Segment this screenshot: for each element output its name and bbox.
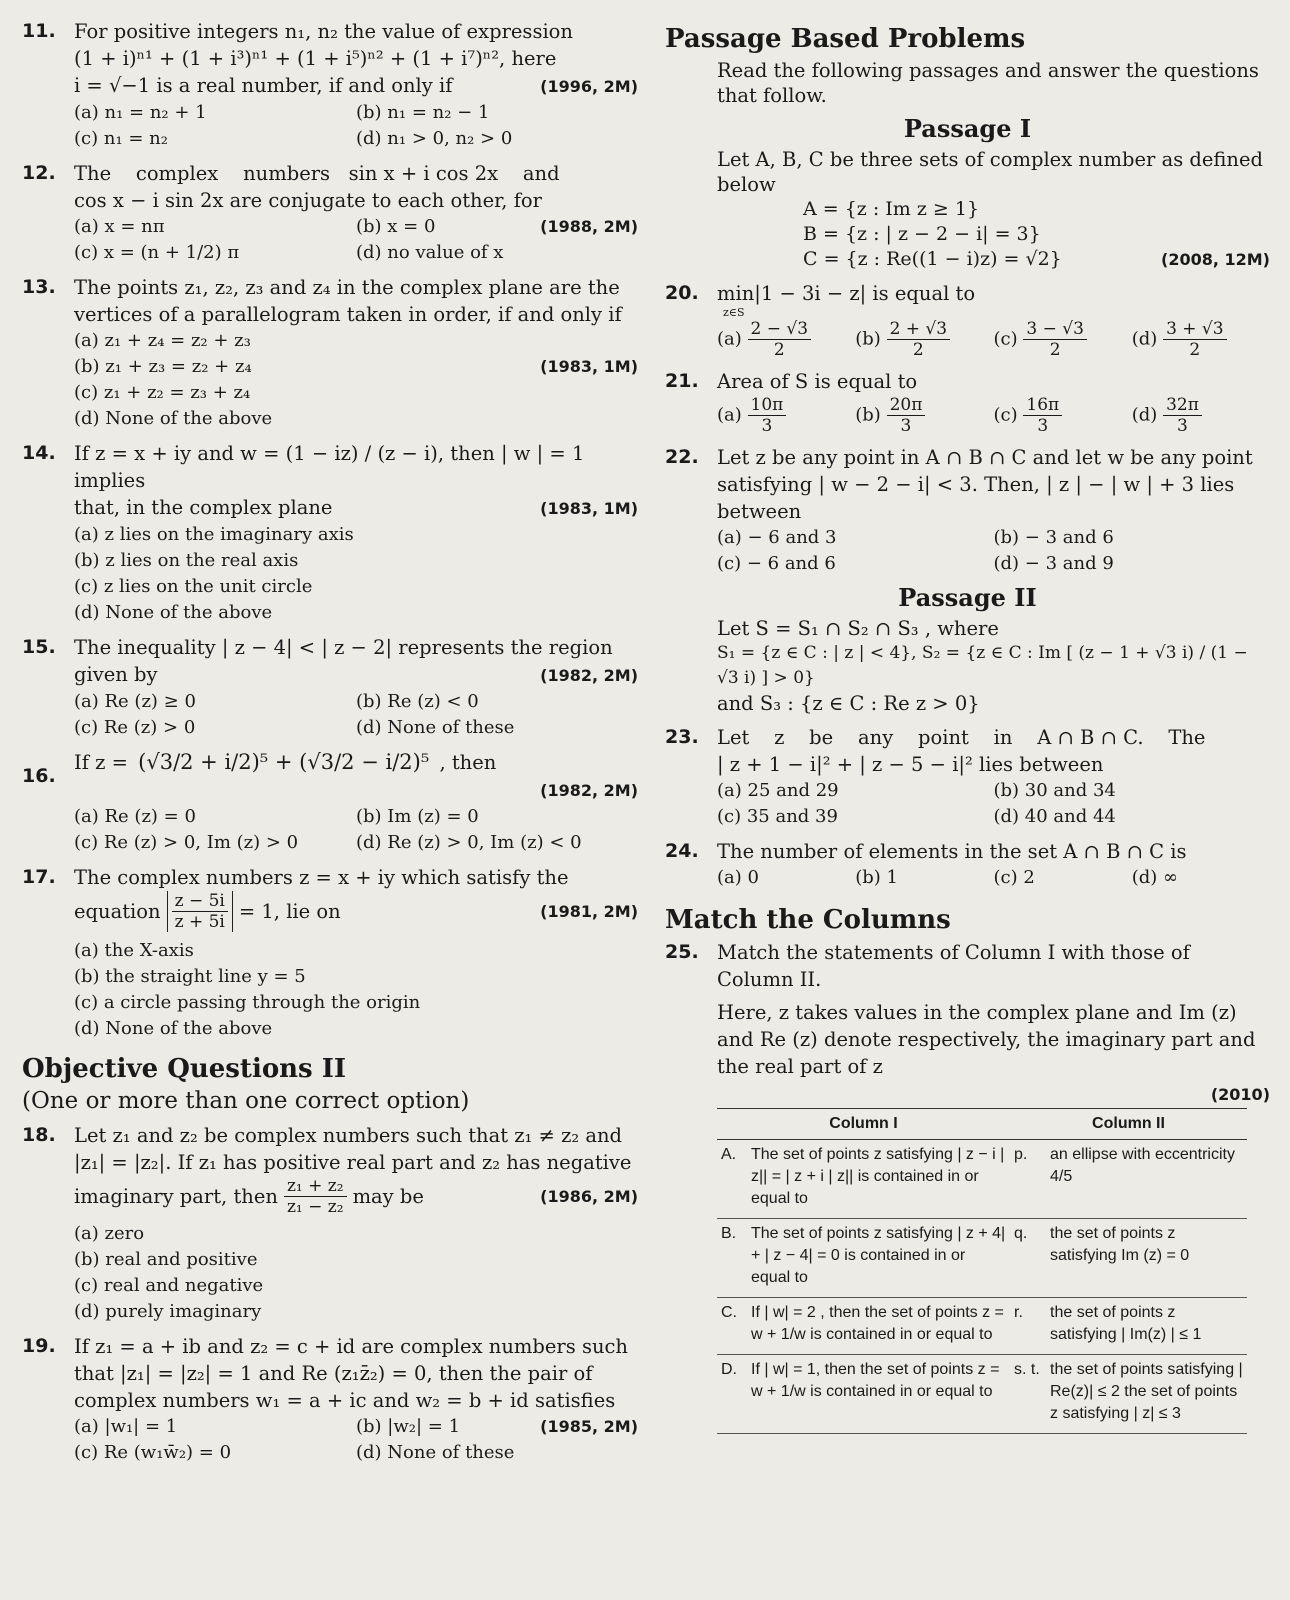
option-c[interactable]: (c) a circle passing through the origin	[74, 992, 421, 1013]
question-number: 13.	[22, 276, 56, 298]
table-row	[717, 1298, 1247, 1355]
question-text: complex numbers w₁ = a + ic and w₂ = b + id satisfies	[74, 1389, 616, 1412]
question-text: i = √−1 is a real number, if and only if	[74, 74, 453, 97]
question-number: 20.	[665, 282, 699, 304]
option-a[interactable]: (a) n₁ = n₂ + 1	[74, 102, 207, 123]
year-tag: (1996, 2M)	[540, 77, 638, 96]
option-a[interactable]: (a) z₁ + z₄ = z₂ + z₃	[74, 330, 251, 351]
left-column	[22, 18, 638, 1466]
statement[interactable]: The set of points z satisfying | z + 4| + | z − 4| = 0 is contained in or equal to	[747, 1219, 1010, 1298]
question-number: 14.	[22, 442, 56, 464]
question-text: Match the statements of Column I with those of Column II.	[717, 941, 1190, 991]
question-text: may be	[352, 1185, 424, 1208]
option-label: (a)	[717, 328, 742, 350]
question-text: satisfying | w − 2 − i| < 3. Then, | z | − | w | + 3 lies between	[717, 473, 1235, 523]
option-label: (c)	[993, 328, 1018, 350]
right-column	[665, 18, 1270, 1434]
option-a[interactable]: (a) Re (z) ≥ 0	[74, 691, 196, 712]
question-22	[665, 444, 1270, 577]
question-text: The inequality | z − 4| < | z − 2| represents the region	[74, 636, 613, 659]
option-c[interactable]: (c) Re (z) > 0, Im (z) > 0	[74, 832, 299, 853]
option-a[interactable]: (a) − 6 and 3	[717, 527, 837, 548]
year-tag: (1982, 2M)	[540, 666, 638, 685]
question-text: , then	[439, 751, 497, 774]
option-c[interactable]	[994, 319, 1132, 360]
option-a[interactable]: (a) |w₁| = 1	[74, 1416, 178, 1437]
fraction	[1023, 319, 1087, 360]
year-tag: (1988, 2M)	[540, 217, 638, 236]
match-key: q.	[1010, 1219, 1046, 1298]
option-b[interactable]: (b) n₁ = n₂ − 1	[356, 102, 490, 123]
option-label: (b)	[855, 404, 881, 426]
match-key: s. t.	[1010, 1355, 1046, 1434]
question-16	[22, 749, 638, 856]
question-number: 19.	[22, 1335, 56, 1357]
intro-text: Read the following passages and answer the questions that follow.	[717, 59, 1259, 107]
question-text: If z₁ = a + ib and z₂ = c + id are complex numbers such	[74, 1335, 628, 1358]
option-b[interactable]	[855, 395, 993, 436]
fraction-numerator: 2 − √3	[748, 319, 812, 340]
option-b[interactable]: (b) real and positive	[74, 1249, 258, 1270]
objective-ii-header	[22, 1054, 638, 1114]
fraction-numerator: 32π	[1163, 395, 1202, 416]
option-c[interactable]	[994, 395, 1132, 436]
fraction-denominator: 2	[773, 340, 785, 360]
option-d[interactable]: (d) None of the above	[74, 408, 273, 429]
question-text: The complex numbers z = x + iy which satisfy the	[74, 866, 569, 889]
question-number: 25.	[665, 941, 699, 963]
section-title: Passage Based Problems	[665, 24, 1026, 54]
option-a[interactable]: (a) the X-axis	[74, 940, 194, 961]
set-c: C = {z : Re((1 − i)z) = √2}	[803, 248, 1062, 270]
question-text: imaginary part, then	[74, 1185, 278, 1208]
match-table	[717, 1108, 1247, 1434]
year-tag: (1983, 1M)	[540, 499, 638, 518]
question-12	[22, 160, 638, 266]
option-b[interactable]: (b) z lies on the real axis	[74, 550, 299, 571]
fraction	[167, 891, 233, 932]
question-number: 17.	[22, 866, 56, 888]
match-text[interactable]: the set of points z satisfying Im (z) = 0	[1046, 1219, 1247, 1298]
option-a[interactable]	[717, 319, 855, 360]
option-d[interactable]: (d) − 3 and 9	[993, 553, 1114, 574]
option-d[interactable]	[1132, 395, 1270, 436]
question-text: For positive integers n₁, n₂ the value of expression	[74, 20, 573, 43]
set-b: B = {z : | z − 2 − i| = 3}	[803, 223, 1041, 245]
option-c[interactable]: (c) x = (n + 1/2) π	[74, 242, 240, 263]
option-label: (a)	[717, 404, 742, 426]
statement[interactable]: The set of points z satisfying | z − i | z|| = | z + i | z|| is contained in or equal to	[747, 1140, 1010, 1219]
section-title: Objective Questions II	[22, 1054, 347, 1084]
option-d[interactable]: (d) n₁ > 0, n₂ > 0	[356, 128, 513, 149]
question-text: (1 + i)ⁿ¹ + (1 + i³)ⁿ¹ + (1 + i⁵)ⁿ² + (1 + i⁷)ⁿ², here	[74, 47, 557, 70]
set-a: A = {z : Im z ≥ 1}	[803, 198, 980, 220]
question-23	[665, 724, 1270, 830]
question-14	[22, 440, 638, 626]
statement[interactable]: If | w| = 1, then the set of points z = w + 1/w is contained in or equal to	[747, 1355, 1010, 1434]
question-text: Area of S is equal to	[717, 370, 918, 393]
fraction-numerator: 2 + √3	[887, 319, 951, 340]
question-text: Here, z takes values in the complex plane and Im (z) and Re (z) denote respectively, the imaginary part and the real part of z	[717, 1001, 1256, 1078]
option-label: (d)	[1131, 404, 1158, 426]
question-number: 12.	[22, 162, 56, 184]
fraction-denominator: 3	[900, 416, 912, 436]
row-key: B.	[717, 1219, 747, 1298]
table-row	[717, 1355, 1247, 1434]
option-d[interactable]: (d) purely imaginary	[74, 1301, 262, 1322]
option-b[interactable]: (b) the straight line y = 5	[74, 966, 306, 987]
question-text: = 1, lie on	[238, 900, 341, 923]
question-25	[665, 939, 1270, 1434]
match-key: p.	[1010, 1140, 1046, 1219]
passage-text: Let A, B, C be three sets of complex number as defined	[717, 148, 1264, 171]
options	[717, 778, 1270, 830]
question-text: | z + 1 − i|² + | z − 5 − i|² lies between	[717, 753, 1104, 776]
passage-text: below	[717, 173, 776, 196]
question-text: given by	[74, 663, 158, 686]
row-key: A.	[717, 1140, 747, 1219]
question-text: min|1 − 3i − z| is equal to	[717, 282, 976, 305]
option-d[interactable]: (d) 40 and 44	[993, 806, 1116, 827]
question-text: Let z be any point in A ∩ B ∩ C. The	[717, 726, 1206, 749]
option-b[interactable]	[855, 319, 993, 360]
fraction-denominator: 2	[1189, 340, 1201, 360]
option-b[interactable]: (b) − 3 and 6	[993, 527, 1114, 548]
year-tag: (1982, 2M)	[540, 781, 638, 800]
option-d[interactable]: (d) Re (z) > 0, Im (z) < 0	[356, 832, 582, 853]
option-b[interactable]: (b) |w₂| = 1	[356, 1416, 461, 1437]
options	[74, 1414, 638, 1466]
option-label: (b)	[855, 328, 881, 350]
question-number: 22.	[665, 446, 699, 468]
option-label: (d)	[1131, 328, 1158, 350]
fraction	[748, 395, 787, 436]
year-tag: (2008, 12M)	[1161, 250, 1270, 269]
option-a[interactable]	[717, 395, 855, 436]
question-text: vertices of a parallelogram taken in order, if and only if	[74, 303, 622, 326]
question-text: |z₁| = |z₂|. If z₁ has positive real part and z₂ has negative	[74, 1151, 632, 1174]
formula: (√3/2 + i/2)⁵ + (√3/2 − i/2)⁵	[138, 750, 430, 774]
question-number: 15.	[22, 636, 56, 658]
options	[74, 100, 638, 152]
fraction-numerator: 3 + √3	[1163, 319, 1227, 340]
question-text: If z =	[74, 751, 128, 774]
column-i-header: Column I	[717, 1109, 1010, 1140]
passage-text: Let S = S₁ ∩ S₂ ∩ S₃ , where	[717, 617, 999, 640]
year-tag: (2010)	[1210, 1085, 1270, 1104]
year-tag: (1981, 2M)	[540, 902, 638, 921]
options	[74, 214, 638, 266]
option-b[interactable]: (b) z₁ + z₃ = z₂ + z₄	[74, 356, 252, 377]
fraction	[887, 395, 926, 436]
row-key: D.	[717, 1355, 747, 1434]
option-c[interactable]: (c) Re (w₁w̄₂) = 0	[74, 1442, 232, 1463]
section-title: Match the Columns	[665, 905, 951, 935]
option-d[interactable]: (d) None of the above	[74, 1018, 273, 1039]
fraction-numerator: 20π	[887, 395, 926, 416]
question-text: Let z₁ and z₂ be complex numbers such that z₁ ≠ z₂ and	[74, 1124, 623, 1147]
question-20	[665, 280, 1270, 360]
question-text: The complex numbers sin x + i cos 2x and	[74, 162, 560, 185]
option-a[interactable]: (a) Re (z) = 0	[74, 806, 196, 827]
option-c[interactable]: (c) − 6 and 6	[717, 553, 836, 574]
options	[74, 804, 638, 856]
option-a[interactable]: (a) 25 and 29	[717, 780, 839, 801]
match-key: r.	[1010, 1298, 1046, 1355]
option-a[interactable]: (a) z lies on the imaginary axis	[74, 524, 354, 545]
options	[717, 525, 1270, 577]
options	[74, 689, 638, 741]
fraction-denominator: 3	[1177, 416, 1188, 436]
fraction-denominator: 2	[1049, 340, 1061, 360]
option-c[interactable]: (c) Re (z) > 0	[74, 717, 196, 738]
option-a[interactable]: (a) 0	[717, 867, 759, 888]
fraction-numerator: 3 − √3	[1023, 319, 1087, 340]
fraction	[887, 319, 951, 360]
fraction	[1163, 319, 1227, 360]
question-number: 21.	[665, 370, 699, 392]
fraction-numerator: z₁ + z₂	[284, 1176, 347, 1197]
fraction-denominator: 3	[761, 416, 773, 436]
table-row	[717, 1140, 1247, 1219]
option-d[interactable]: (d) None of the above	[74, 602, 273, 623]
option-b[interactable]: (b) x = 0	[356, 216, 436, 237]
question-17	[22, 864, 638, 1042]
fraction	[1023, 395, 1062, 436]
question-text: The points z₁, z₂, z₃ and z₄ in the complex plane are the	[74, 276, 620, 299]
option-c[interactable]: (c) z₁ + z₂ = z₃ + z₄	[74, 382, 251, 403]
option-b[interactable]: (b) Re (z) < 0	[356, 691, 479, 712]
question-number: 23.	[665, 726, 699, 748]
question-15	[22, 634, 638, 741]
table-row	[717, 1219, 1247, 1298]
options	[717, 865, 1270, 891]
year-tag: (1983, 1M)	[540, 357, 638, 376]
option-d[interactable]: (d) None of these	[356, 717, 515, 738]
statement[interactable]: If | w| = 2 , then the set of points z = w + 1/w is contained in or equal to	[747, 1298, 1010, 1355]
question-18	[22, 1122, 638, 1325]
question-number: 16.	[22, 765, 56, 787]
question-number: 11.	[22, 20, 56, 42]
fraction-numerator: z − 5i	[172, 891, 228, 912]
question-text: The number of elements in the set A ∩ B ∩ C is	[717, 840, 1187, 863]
question-text: cos x − i sin 2x are conjugate to each other, for	[74, 189, 542, 212]
options	[717, 395, 1270, 436]
options	[717, 319, 1270, 360]
option-a[interactable]: (a) x = nπ	[74, 216, 165, 237]
fraction-numerator: 10π	[748, 395, 787, 416]
question-13	[22, 274, 638, 432]
option-d[interactable]: (d) None of these	[356, 1442, 515, 1463]
match-text[interactable]: the set of points satisfying | Re(z)| ≤ 2 the set of points z satisfying | z| ≤ 3	[1046, 1355, 1247, 1434]
row-key: C.	[717, 1298, 747, 1355]
option-c[interactable]: (c) real and negative	[74, 1275, 264, 1296]
passage-title: Passage II	[898, 583, 1037, 612]
question-number: 18.	[22, 1124, 56, 1146]
year-tag: (1985, 2M)	[540, 1417, 638, 1436]
passage-title: Passage I	[903, 114, 1032, 143]
question-21	[665, 368, 1270, 436]
subscript: z∈S	[723, 306, 745, 319]
match-text[interactable]: an ellipse with eccentricity 4/5	[1046, 1140, 1247, 1219]
option-d[interactable]: (d) ∞	[1131, 867, 1179, 888]
passage-text: S₁ = {z ∈ C : | z | < 4}, S₂ = {z ∈ C : Im [ (z − 1 + √3 i) / (1 − √3 i) ] > 0}	[717, 643, 1248, 688]
question-24	[665, 838, 1270, 891]
section-subtitle: (One or more than one correct option)	[22, 1088, 470, 1114]
question-11	[22, 18, 638, 152]
question-text: equation	[74, 900, 161, 923]
option-d[interactable]	[1132, 319, 1270, 360]
fraction-denominator: 3	[1037, 416, 1049, 436]
year-tag: (1986, 2M)	[540, 1187, 638, 1206]
question-text: Let z be any point in A ∩ B ∩ C and let w be any point	[717, 446, 1253, 469]
fraction	[748, 319, 812, 360]
fraction-numerator: 16π	[1023, 395, 1062, 416]
column-ii-header: Column II	[1010, 1109, 1247, 1140]
option-label: (c)	[993, 404, 1018, 426]
option-c[interactable]: (c) 35 and 39	[717, 806, 838, 827]
fraction-denominator: z₁ − z₂	[286, 1197, 344, 1217]
question-text: that, in the complex plane	[74, 496, 333, 519]
option-c[interactable]: (c) n₁ = n₂	[74, 128, 168, 149]
option-b[interactable]: (b) Im (z) = 0	[356, 806, 479, 827]
option-a[interactable]: (a) zero	[74, 1223, 145, 1244]
fraction-denominator: z + 5i	[174, 912, 225, 932]
question-text: If z = x + iy and w = (1 − iz) / (z − i), then | w | = 1 implies	[74, 442, 585, 492]
option-c[interactable]: (c) 2	[993, 867, 1035, 888]
option-c[interactable]: (c) z lies on the unit circle	[74, 576, 313, 597]
fraction-denominator: 2	[912, 340, 924, 360]
fraction	[1163, 395, 1202, 436]
fraction	[284, 1176, 347, 1217]
option-d[interactable]: (d) no value of x	[356, 242, 504, 263]
option-b[interactable]: (b) 30 and 34	[993, 780, 1116, 801]
question-19	[22, 1333, 638, 1466]
passage-text: and S₃ : {z ∈ C : Re z > 0}	[717, 692, 980, 715]
match-text[interactable]: the set of points z satisfying | Im(z) | ≤ 1	[1046, 1298, 1247, 1355]
option-b[interactable]: (b) 1	[855, 867, 898, 888]
question-number: 24.	[665, 840, 699, 862]
question-text: that |z₁| = |z₂| = 1 and Re (z₁z̄₂) = 0, then the pair of	[74, 1362, 593, 1385]
